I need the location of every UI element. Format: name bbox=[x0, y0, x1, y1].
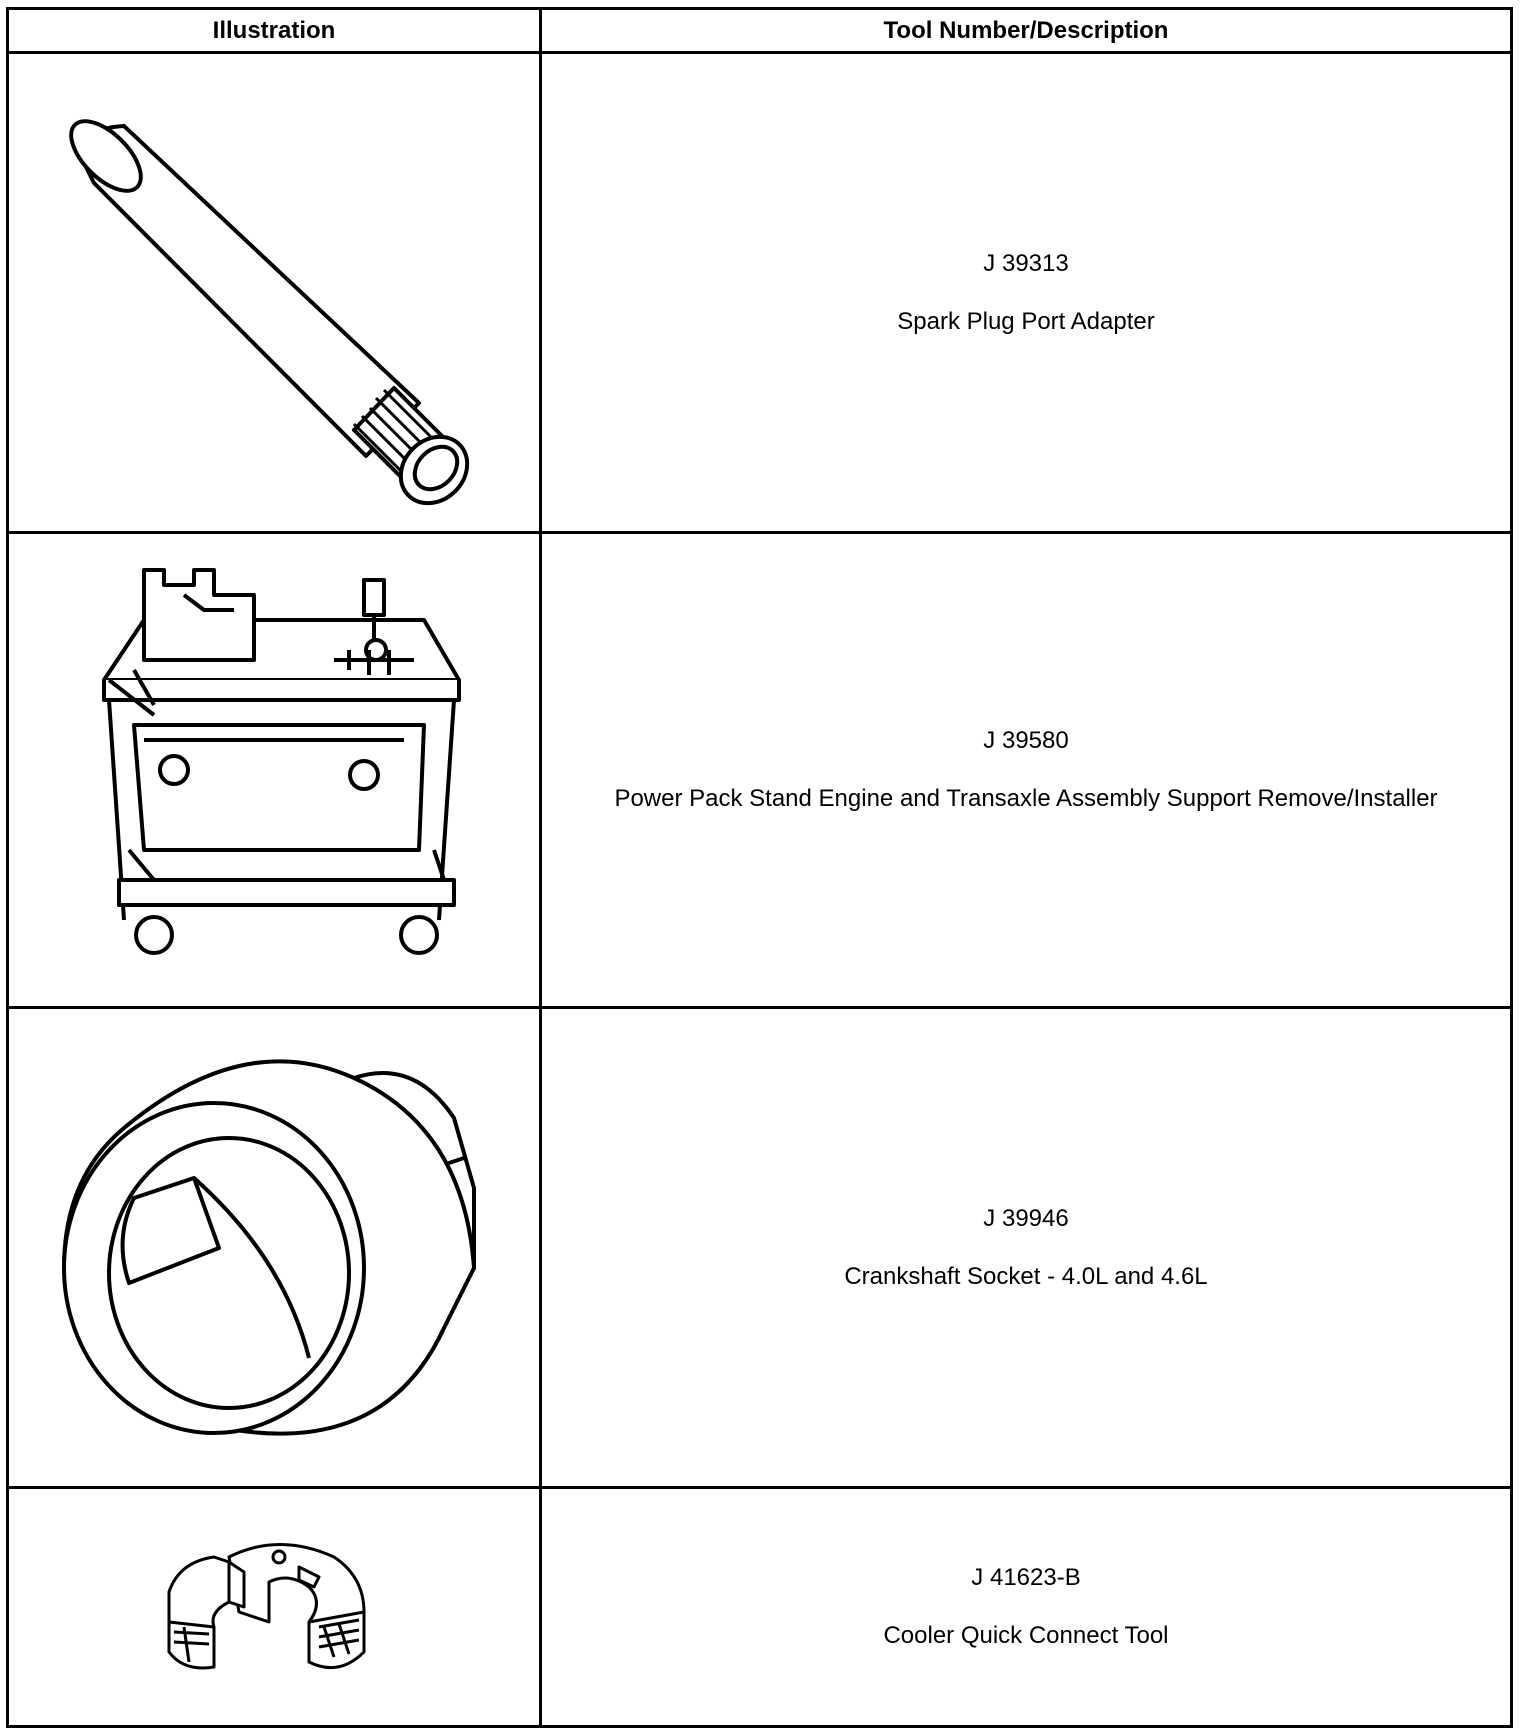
description-cell bbox=[541, 1488, 1512, 1727]
header-illustration: Illustration bbox=[8, 9, 541, 53]
table-header-row bbox=[8, 9, 1512, 53]
illustration-cell bbox=[8, 1488, 541, 1727]
power-pack-stand-icon bbox=[64, 550, 484, 990]
tool-table bbox=[6, 7, 1513, 1728]
description-cell bbox=[541, 53, 1512, 533]
tool-number: J 39946 bbox=[983, 1204, 1069, 1232]
tool-number: J 39313 bbox=[983, 249, 1069, 277]
table-row bbox=[8, 1008, 1512, 1488]
table-row bbox=[8, 53, 1512, 533]
table-row bbox=[8, 533, 1512, 1008]
spark-plug-port-adapter-icon bbox=[54, 78, 494, 508]
tool-description: Cooler Quick Connect Tool bbox=[883, 1622, 1169, 1649]
crankshaft-socket-icon bbox=[54, 1038, 494, 1458]
tool-number: J 39580 bbox=[983, 727, 1069, 754]
tool-description: Spark Plug Port Adapter bbox=[897, 307, 1155, 335]
description-cell bbox=[541, 533, 1512, 1008]
description-cell bbox=[541, 1008, 1512, 1488]
tool-description: Power Pack Stand Engine and Transaxle Assembly Support Remove/Installer bbox=[614, 785, 1438, 812]
tool-number: J 41623-B bbox=[971, 1564, 1081, 1591]
cooler-quick-connect-tool-icon bbox=[159, 1532, 389, 1682]
illustration-cell bbox=[8, 1008, 541, 1488]
table-row bbox=[8, 1488, 1512, 1727]
header-tool-description: Tool Number/Description bbox=[541, 9, 1512, 53]
illustration-cell bbox=[8, 53, 541, 533]
tool-description: Crankshaft Socket - 4.0L and 4.6L bbox=[844, 1262, 1208, 1290]
illustration-cell bbox=[8, 533, 541, 1008]
